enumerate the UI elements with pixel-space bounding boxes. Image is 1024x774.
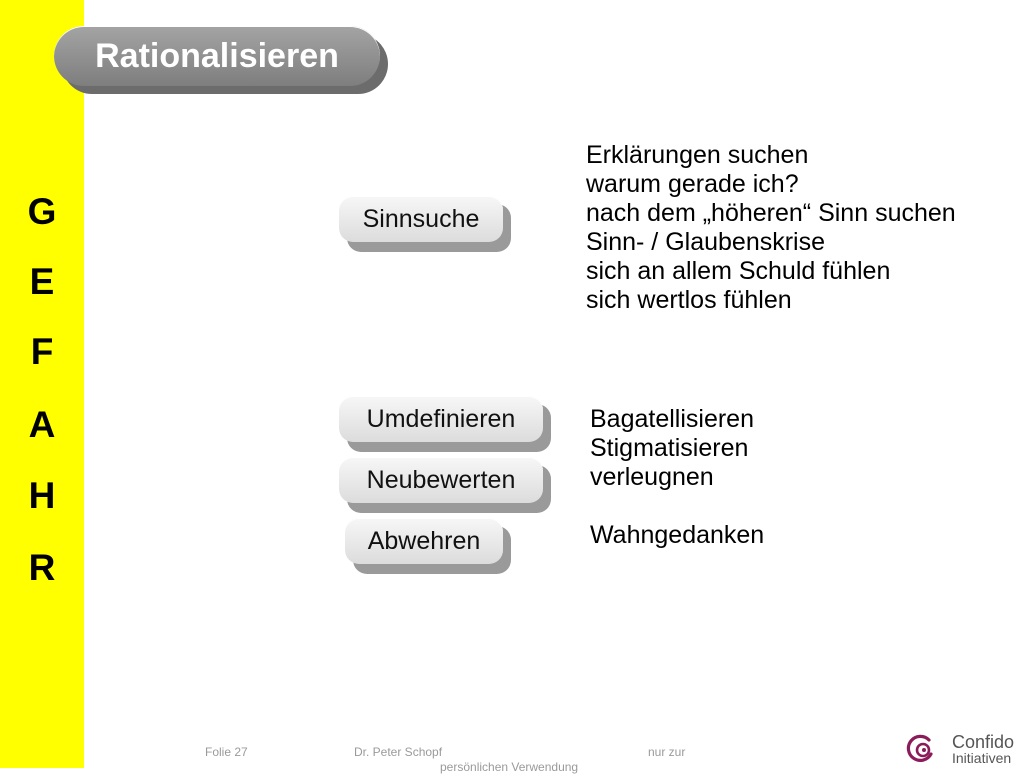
list-item: Sinn- / Glaubenskrise [586, 228, 826, 256]
abwehren-button[interactable]: Abwehren [345, 518, 503, 564]
logo-subtitle: Initiativen [952, 750, 1012, 766]
abwehren-text: Wahngedanken [590, 521, 765, 549]
side-band [0, 0, 84, 768]
footer-note-continued: persönlichen Verwendung [440, 760, 579, 774]
confido-logo [904, 730, 1024, 768]
list-item: Erklärungen suchen [586, 141, 809, 169]
footer-slide-number: Folie 27 [205, 745, 248, 759]
side-letter-e: E [29, 261, 55, 302]
neubewerten-pill[interactable] [339, 457, 553, 515]
footer-note: nur zur [648, 745, 686, 759]
list-item: verleugnen [590, 463, 714, 491]
list-item: warum gerade ich? [586, 170, 799, 198]
logo-name: Confido [952, 732, 1015, 752]
side-letter-a: A [28, 404, 56, 445]
title-pill [54, 26, 390, 96]
umdefinieren-pill[interactable] [339, 396, 553, 454]
abwehren-pill[interactable] [345, 518, 513, 576]
neubewerten-button[interactable]: Neubewerten [339, 457, 543, 503]
sinnsuche-button[interactable]: Sinnsuche [339, 196, 503, 242]
list-item: nach dem „höheren“ Sinn suchen [586, 199, 956, 227]
list-item: sich an allem Schuld fühlen [586, 257, 891, 285]
sinnsuche-list [586, 141, 956, 315]
list-item: sich wertlos fühlen [586, 286, 792, 314]
umdefinieren-list [590, 405, 754, 492]
side-letter-h: H [28, 475, 56, 516]
sinnsuche-pill[interactable] [339, 196, 513, 254]
list-item: Stigmatisieren [590, 434, 749, 462]
side-letter-f: F [30, 331, 54, 372]
confido-logo-icon [904, 732, 938, 766]
umdefinieren-button[interactable]: Umdefinieren [339, 396, 543, 442]
side-letter-r: R [28, 547, 56, 588]
side-letter-g: G [27, 191, 57, 232]
footer-author: Dr. Peter Schopf [354, 745, 443, 759]
list-item: Bagatellisieren [590, 405, 754, 433]
page-title: Rationalisieren [54, 26, 380, 86]
